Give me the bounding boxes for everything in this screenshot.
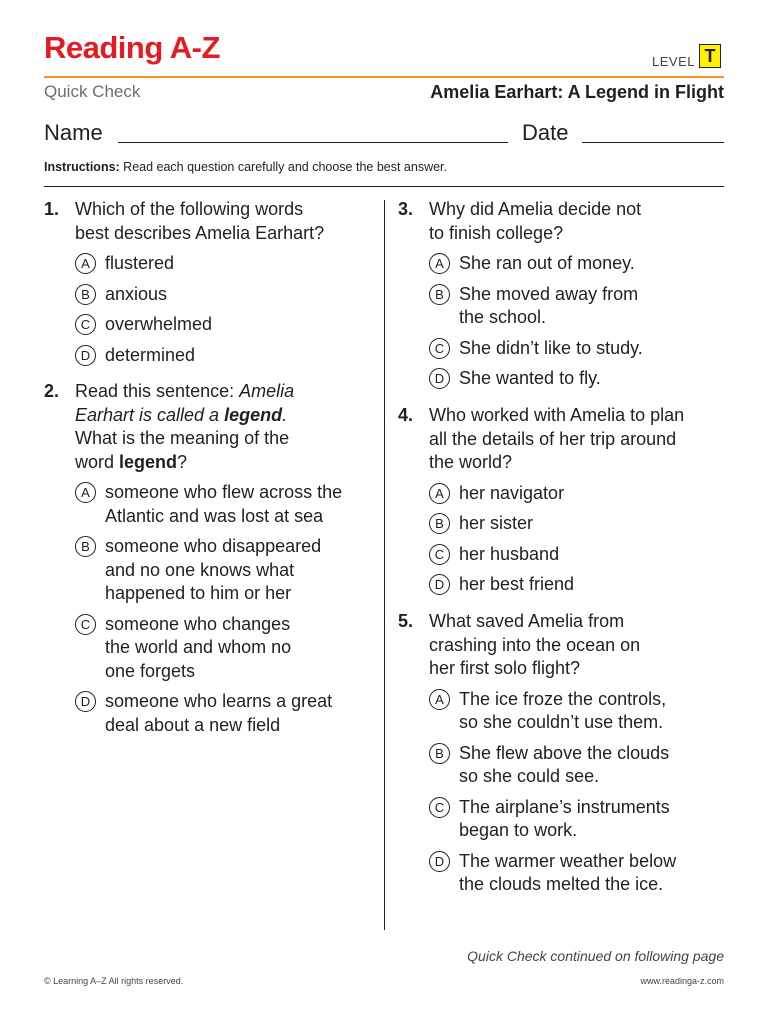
stem-line: best describes Amelia Earhart?	[75, 222, 325, 243]
answer-bubble[interactable]: D	[75, 691, 96, 712]
option-b[interactable]	[75, 535, 374, 606]
option-d[interactable]	[429, 573, 728, 597]
stem-line: What saved Amelia from	[429, 611, 625, 631]
copyright: © Learning A–Z All rights reserved.	[44, 976, 184, 986]
header-rule	[44, 76, 724, 78]
question-number: 2.	[44, 381, 60, 401]
option-text: so she couldn’t use them.	[459, 712, 664, 732]
option-text: the clouds melted the ice.	[459, 874, 664, 894]
option-c[interactable]	[75, 313, 374, 337]
answer-bubble[interactable]: B	[429, 284, 450, 305]
stem-line: her first solo flight?	[429, 658, 581, 678]
answer-bubble[interactable]: C	[429, 544, 450, 565]
question-stem	[429, 610, 728, 681]
option-a[interactable]	[75, 252, 374, 276]
option-text: her navigator	[459, 482, 565, 503]
stem-bold: legend	[119, 451, 178, 472]
name-label: Name	[44, 120, 103, 145]
option-text: her husband	[459, 543, 560, 564]
answer-bubble[interactable]: D	[429, 574, 450, 595]
question-stem	[75, 380, 374, 474]
answer-bubble[interactable]: C	[429, 338, 450, 359]
instructions-label: Instructions:	[44, 160, 120, 174]
answer-bubble[interactable]: B	[75, 284, 96, 305]
story-title: Amelia Earhart: A Legend in Flight	[430, 82, 724, 102]
option-text: overwhelmed	[105, 314, 213, 334]
answer-bubble[interactable]: A	[429, 253, 450, 274]
question-number: 4.	[398, 405, 414, 425]
stem-line: Who worked with Amelia to plan	[429, 405, 685, 425]
option-text: She wanted to fly.	[459, 368, 601, 388]
option-a[interactable]	[429, 482, 728, 506]
answer-bubble[interactable]: B	[429, 743, 450, 764]
stem-line	[75, 451, 374, 475]
stem-italic: Earhart is called a	[75, 404, 225, 425]
stem-line: Which of the following words	[75, 199, 304, 219]
option-b[interactable]	[429, 742, 728, 789]
option-text: her sister	[459, 513, 534, 533]
stem-italic: .	[282, 404, 288, 425]
stem-line: the world?	[429, 452, 513, 472]
option-text: the world and whom no	[105, 637, 292, 657]
option-text: her best friend	[459, 574, 575, 594]
option-text: anxious	[105, 283, 168, 304]
option-text: She moved away from	[459, 283, 639, 304]
instructions	[44, 160, 447, 174]
continued-note: Quick Check continued on following page	[467, 948, 724, 964]
option-text: She didn’t like to study.	[459, 337, 643, 358]
question-4	[398, 404, 728, 597]
option-text: The warmer weather below	[459, 850, 677, 871]
option-text: someone who learns a great	[105, 691, 333, 711]
option-text: The airplane’s instruments	[459, 796, 670, 817]
option-a[interactable]	[429, 688, 728, 735]
question-2	[44, 380, 374, 737]
option-text: She flew above the clouds	[459, 742, 670, 763]
stem-text: Read this sentence:	[75, 381, 240, 401]
option-text: She ran out of money.	[459, 253, 635, 273]
instructions-text: Read each question carefully and choose the best answer.	[119, 160, 447, 174]
stem-text: word	[75, 451, 120, 472]
option-d[interactable]	[429, 367, 728, 391]
option-c[interactable]	[429, 796, 728, 843]
option-text: Atlantic and was lost at sea	[105, 505, 324, 526]
question-number: 3.	[398, 199, 414, 219]
option-text: someone who disappeared	[105, 536, 322, 556]
website-link[interactable]: www.readinga-z.com	[640, 976, 724, 986]
section-label: Quick Check	[44, 82, 141, 101]
question-1	[44, 198, 374, 367]
option-d[interactable]	[429, 850, 728, 897]
stem-text: ?	[177, 451, 188, 472]
stem-line	[75, 404, 374, 428]
question-5	[398, 610, 728, 897]
option-d[interactable]	[75, 690, 374, 737]
stem-bold-italic: legend	[224, 404, 283, 425]
option-a[interactable]	[75, 481, 374, 528]
stem-line: to finish college?	[429, 222, 564, 243]
stem-line	[75, 380, 374, 404]
answer-bubble[interactable]: C	[75, 314, 96, 335]
stem-italic: Amelia	[239, 381, 295, 401]
option-text: the school.	[459, 307, 547, 327]
stem-line: crashing into the ocean on	[429, 634, 641, 655]
answer-bubble[interactable]: A	[75, 253, 96, 274]
question-number: 1.	[44, 199, 60, 219]
stem-line: Why did Amelia decide not	[429, 199, 642, 219]
option-a[interactable]	[429, 252, 728, 276]
date-field-line[interactable]	[582, 142, 724, 143]
option-text: so she could see.	[459, 766, 600, 786]
option-c[interactable]	[429, 543, 728, 567]
answer-bubble[interactable]: B	[75, 536, 96, 557]
answer-bubble[interactable]: C	[429, 797, 450, 818]
answer-bubble[interactable]: A	[429, 689, 450, 710]
option-text: began to work.	[459, 820, 578, 840]
question-stem	[429, 198, 728, 245]
answer-bubble[interactable]: D	[429, 368, 450, 389]
option-text: The ice froze the controls,	[459, 688, 667, 709]
question-number: 5.	[398, 611, 414, 631]
option-text: and no one knows what	[105, 559, 295, 580]
answer-bubble[interactable]: B	[429, 513, 450, 534]
level-label: LEVEL	[652, 54, 695, 69]
option-text: determined	[105, 344, 196, 365]
option-text: flustered	[105, 253, 175, 273]
option-b[interactable]	[75, 283, 374, 307]
question-3	[398, 198, 728, 391]
option-c[interactable]	[429, 337, 728, 361]
option-text: happened to him or her	[105, 583, 292, 603]
reading-az-logo: Reading A-Z	[44, 30, 220, 65]
option-d[interactable]	[75, 344, 374, 368]
answer-bubble[interactable]: D	[75, 345, 96, 366]
option-text: someone who changes	[105, 613, 291, 634]
stem-line: What is the meaning of the	[75, 428, 290, 448]
name-field-line[interactable]	[118, 142, 508, 143]
stem-line: all the details of her trip around	[429, 428, 677, 449]
question-stem	[75, 198, 374, 245]
answer-bubble[interactable]: D	[429, 851, 450, 872]
level-badge: T	[699, 44, 721, 68]
answer-bubble[interactable]: A	[429, 483, 450, 504]
option-text: deal about a new field	[105, 714, 281, 735]
option-text: someone who flew across the	[105, 482, 343, 502]
answer-bubble[interactable]: C	[75, 614, 96, 635]
option-b[interactable]	[429, 283, 728, 330]
divider-rule	[44, 186, 724, 187]
answer-bubble[interactable]: A	[75, 482, 96, 503]
option-text: one forgets	[105, 660, 196, 681]
date-label: Date	[522, 120, 569, 145]
column-divider	[384, 200, 385, 930]
question-stem	[429, 404, 728, 475]
option-b[interactable]	[429, 512, 728, 536]
option-c[interactable]	[75, 613, 374, 684]
